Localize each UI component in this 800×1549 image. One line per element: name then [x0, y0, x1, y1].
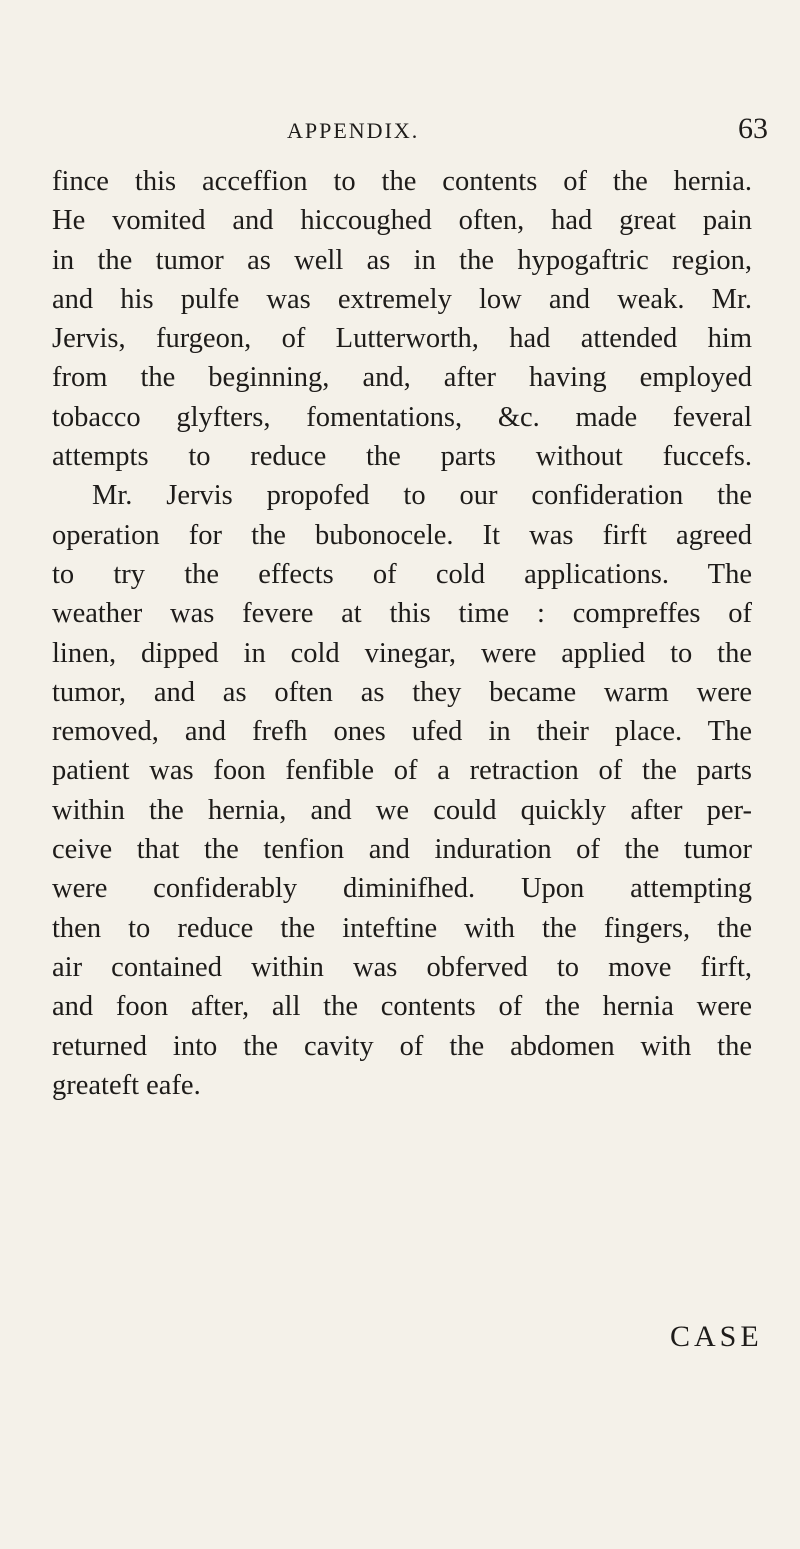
- text-line: returned into the cavity of the abdomen with the: [52, 1030, 752, 1062]
- text-line: tumor, and as often as they became warm were: [52, 676, 752, 708]
- text-line: Mr. Jervis propofed to our confideration the: [92, 480, 752, 512]
- text-line: removed, and frefh ones ufed in their place. The: [52, 716, 752, 748]
- text-line: fince this acceffion to the contents of the hernia.: [52, 166, 752, 197]
- page-number: 63: [738, 112, 768, 145]
- text-line: to try the effects of cold applications. The: [52, 558, 752, 590]
- text-line: patient was foon fenfible of a retraction of the parts: [52, 755, 752, 787]
- text-line: attempts to reduce the parts without fuccefs.: [52, 441, 752, 473]
- text-line: were confiderably diminifhed. Upon attempting: [52, 873, 752, 905]
- text-line: and his pulfe was extremely low and weak. Mr.: [52, 283, 752, 315]
- text-line: within the hernia, and we could quickly after per-: [52, 794, 752, 826]
- text-line: from the beginning, and, after having employed: [52, 362, 752, 394]
- text-line: Jervis, furgeon, of Lutterworth, had attended him: [52, 323, 752, 355]
- text-line: He vomited and hiccoughed often, had great pain: [52, 205, 752, 237]
- running-head: APPENDIX.: [287, 118, 420, 143]
- text-line: weather was fevere at this time : compreffes of: [52, 598, 752, 630]
- text-line: ceive that the tenfion and induration of the tumor: [52, 834, 752, 866]
- text-line: greateft eafe.: [52, 1069, 201, 1101]
- text-line: and foon after, all the contents of the hernia were: [52, 991, 752, 1023]
- text-line: operation for the bubonocele. It was firft agreed: [52, 519, 752, 551]
- catchword: CASE: [670, 1320, 763, 1353]
- text-line: tobacco glyfters, fomentations, &c. made feveral: [52, 401, 752, 433]
- body-text: [52, 162, 752, 1105]
- text-line: in the tumor as well as in the hypogaftric region,: [52, 244, 752, 276]
- text-line: then to reduce the inteftine with the fingers, the: [52, 912, 752, 944]
- text-line: linen, dipped in cold vinegar, were applied to the: [52, 637, 752, 669]
- page-header: [0, 112, 800, 152]
- text-line: air contained within was obferved to move firft,: [52, 951, 752, 983]
